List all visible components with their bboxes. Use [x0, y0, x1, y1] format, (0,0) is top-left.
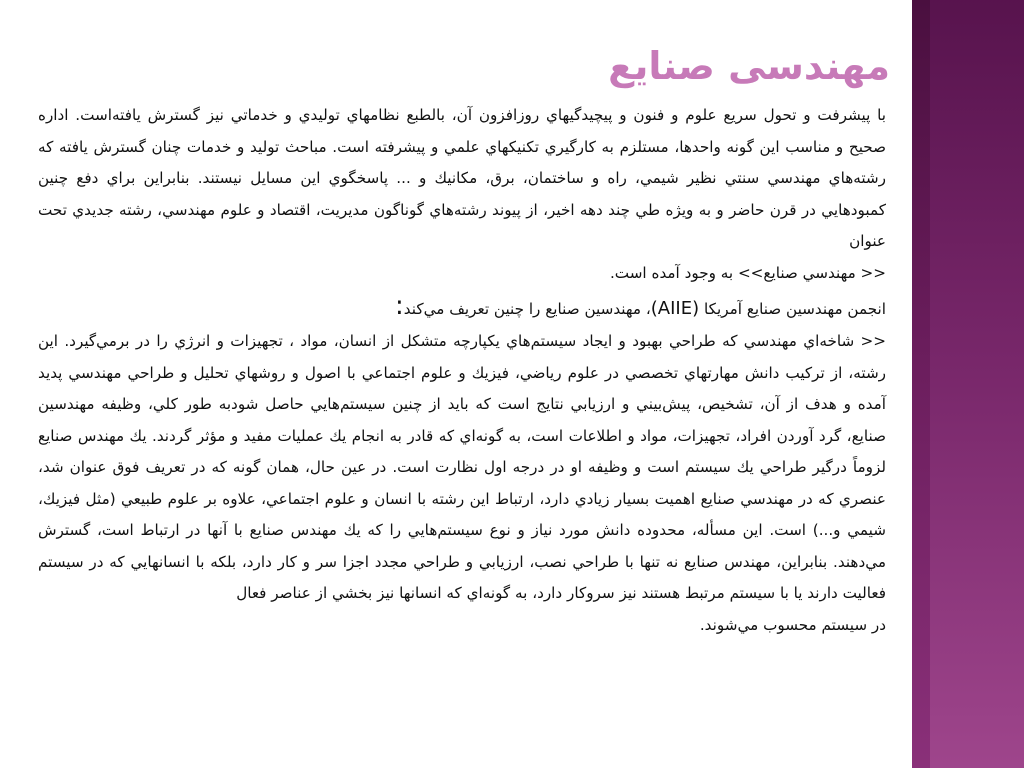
definition-heading-text: انجمن مهندسين صنايع آمريكا — [703, 300, 886, 318]
slide-body — [38, 100, 886, 641]
decorative-sidebar-gradient — [930, 0, 1024, 768]
intro-paragraph: با پيشرفت و تحول سريع علوم و فنون و پيچيدگيهاي روزافزون آن، بالطبع نظامهاي توليدي و خدماتي نيز گسترش يافته‌است. اداره صحيح و مناسب اين گونه واحدها، مستلزم به كارگيري تكنيكهاي علمي و پيشرفته است. مباحث توليد و خدمات چنان گسترش يافته كه رشته‌هاي مهندسي سنتي نظير شيمي، راه و ساختمان، برق، مكانيك و ... پاسخگوي اين مسايل نيستند. بنابراين براي دفع چنين كمبودهايي در قرن حاضر و به ويژه طي چند دهه اخير، از پيوند رشته‌هاي گوناگون مديريت، اقتصاد و علوم مهندسي، رشته جديدي تحت عنوان — [38, 106, 886, 250]
decorative-sidebar — [912, 0, 1024, 768]
slide-title: مهندسی صنایع — [608, 44, 890, 88]
intro-last-line: << مهندسي صنايع>> به وجود آمده است. — [609, 263, 886, 282]
definition-paragraph: << شاخه‌اي مهندسي كه طراحي بهبود و ايجاد سيستم‌هاي يكپارچه متشكل از انسان، مواد ، تجهيزات و انرژي را در برمي‌گيرد. اين رشته، از تركيب دانش مهارتهاي تخصصي در علوم رياضي، فيزيك و علوم اجتماعي با اصول و روشهاي تحليل و طراحي مهندسي پديد آمده و هدف از آن، تشخيص، پيش‌بيني و ارزيابي نتايج است كه بايد از چنين سيستم‌هايي حاصل شودبه طور كلي، وظيفه مهندسين صنايع، گرد آوردن افراد، تجهيزات، مواد و اطلاعات است، به گونه‌اي كه قادر به انجام يك عمليات مفيد و مؤثر گردند. يك مهندس صنايع لزوماً درگير طراحي يك سيستم است و وظيفه او در درجه اول نظارت است. در عين حال، همان گونه كه در تعريف فوق عنوان شد، عنصري كه در مهندسي صنايع اهميت بسيار زيادي دارد، ارتباط اين رشته با انسان و علوم اجتماعي، علاوه بر علوم طبيعي (مثل فيزيك، شيمي و...) است. اين مسأله، محدوده دانش مورد نياز و نوع سيستم‌هايي را كه يك مهندس صنايع با آنها در ارتباط است، گسترش مي‌دهند. بنابراين، مهندس صنايع نه تنها با طراحي نصب، ارزيابي و طراحي مجدد اجزا سر و كار دارد، بلكه با انسانهايي كه در سيستم فعاليت دارند يا با سيستم مرتبط هستند نيز سروكار دارد، به گونه‌اي كه انسانها نيز بخشي از عناصر فعال — [38, 332, 886, 602]
definition-heading-rest: ، مهندسين صنايع را چنين تعريف مي‌كند — [403, 300, 651, 318]
definition-heading-colon: : — [395, 291, 404, 321]
definition-heading — [38, 289, 886, 326]
definition-heading-abbr: (AIIE) — [650, 298, 700, 319]
definition-last-line: در سيستم محسوب مي‌شوند. — [699, 615, 886, 634]
